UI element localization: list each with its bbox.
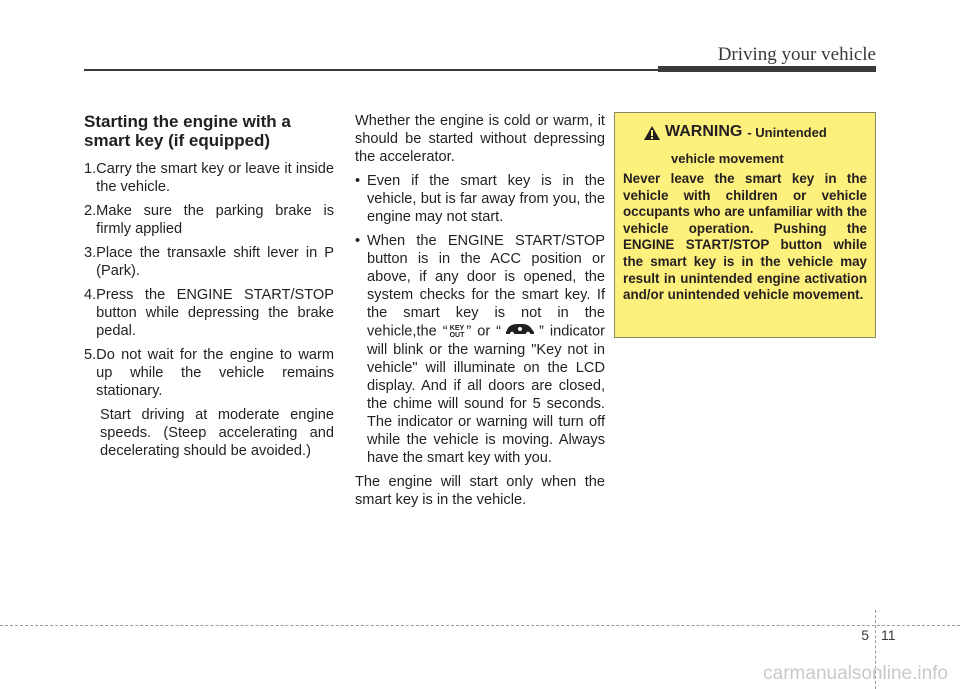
bullet-text-part: ” or “ (466, 323, 502, 340)
step-1 (84, 160, 334, 196)
section-title: Starting the engine with a smart key (if equipped) (84, 112, 291, 150)
step-4 (84, 286, 334, 340)
step-number: 4. (84, 287, 97, 303)
watermark: carmanualsonline.info (763, 663, 948, 684)
chapter-number: 5 (861, 627, 869, 643)
step-text: Do not wait for the engine to warm up while the vehicle remains stationary. (96, 347, 334, 399)
warning-subtitle-line2: vehicle movement (671, 151, 784, 166)
warning-box (614, 112, 876, 338)
step-text: Press the ENGINE START/STOP button while depressing the brake pedal. (96, 287, 334, 339)
step-number: 3. (84, 245, 97, 261)
bullet-text: Even if the smart key is in the vehicle, but is far away from you, the engine may not start. (367, 173, 605, 225)
key-out-label: KEY (449, 324, 465, 332)
page-number: 11 (881, 627, 896, 643)
page-header-title: Driving your vehicle (717, 44, 876, 65)
step-5-note: Start driving at moderate engine speeds. (Steep accelerating and decelerating should be avoided.) (100, 407, 334, 459)
warning-header (623, 123, 867, 146)
header-rule (84, 69, 876, 71)
bullet-dot: • (355, 173, 361, 189)
warning-title: WARNING (665, 123, 743, 140)
bullet-text-key-warning (367, 232, 605, 467)
step-2 (84, 202, 334, 238)
step-text: Carry the smart key or leave it inside the vehicle. (96, 161, 334, 195)
column-left (84, 112, 334, 460)
step-text: Make sure the parking brake is firmly applied (96, 203, 334, 237)
bullet-text-part: When the ENGINE START/STOP button is in the ACC position or above, if any door is opened, the system checks for the smart key. If the smart key is not in the vehicle,the “ (367, 233, 605, 340)
intro-paragraph: Whether the engine is cold or warm, it should be started without depressing the accelerator. (355, 113, 605, 165)
step-text: Place the transaxle shift lever in P (Park). (96, 245, 334, 279)
step-number: 1. (84, 161, 97, 177)
bullet-item (355, 172, 605, 226)
bullet-item (355, 232, 605, 467)
car-key-indicator-icon (503, 322, 537, 341)
key-out-icon (450, 325, 465, 339)
step-5 (84, 346, 334, 400)
step-number: 5. (84, 347, 97, 363)
column-middle (355, 112, 605, 515)
warning-body: Never leave the smart key in the vehicle with children or vehicle occupants who are unfamiliar with the vehicle operation. Pushing the ENGINE START/STOP button while the smart key is in the vehicle may result in unintended engine activation and/or unintended vehicle movement. (623, 171, 867, 303)
warning-triangle-icon (643, 125, 661, 146)
closing-paragraph: The engine will start only when the smart key is in the vehicle. (355, 474, 605, 508)
key-out-label: OUT (449, 331, 465, 339)
step-number: 2. (84, 203, 97, 219)
warning-subtitle: - Unintended (747, 125, 827, 140)
bullet-dot: • (355, 233, 361, 249)
bullet-text-part: ” indicator will blink or the warning "Key not in vehicle" will illuminate on the LCD display. And if all doors are closed, the chime will sound for 5 seconds. The indicator or warning will turn off while the vehicle is moving. Always have the smart key with you. (367, 323, 606, 466)
footer-rule (0, 625, 960, 626)
step-3 (84, 244, 334, 280)
